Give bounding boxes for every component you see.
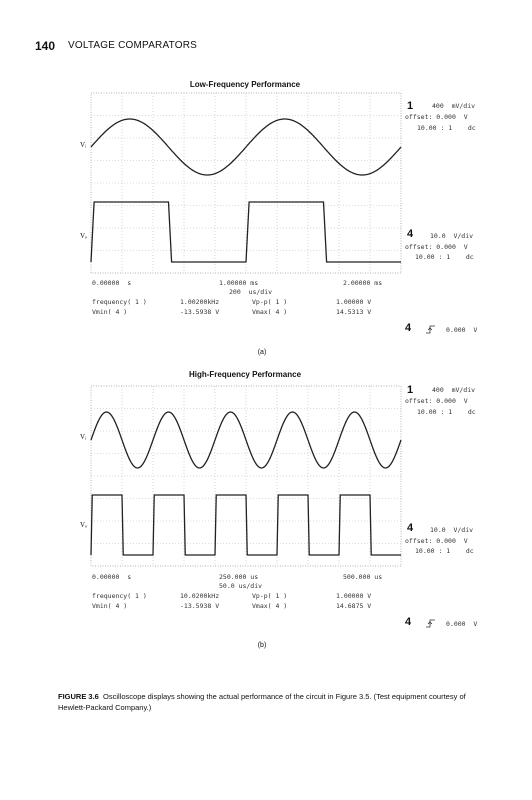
page-number: 140: [35, 39, 56, 53]
panel-b-scope-screen: [90, 385, 402, 567]
panel-a-meas3-value: -13.5938 V: [180, 308, 220, 316]
panel-a-ch4-offset: offset: 0.000 V: [405, 243, 468, 251]
panel-b-meas3-value: -13.5938 V: [180, 602, 220, 610]
panel-b-meas4-label: Vmax( 4 ): [252, 602, 288, 610]
panel-a-ch1-offset: offset: 0.000 V: [405, 113, 468, 121]
panel-b-meas1-label: frequency( 1 ): [92, 592, 147, 600]
panel-a-sub-label: (a): [257, 349, 267, 356]
panel-a-meas1-label: frequency( 1 ): [92, 298, 147, 306]
panel-b-meas2-value: 1.00000 V: [336, 592, 372, 600]
panel-b-meas2-label: Vp-p( 1 ): [252, 592, 288, 600]
figure-caption: [58, 691, 478, 713]
panel-a-meas2-value: 1.00000 V: [336, 298, 372, 306]
panel-a-vi-label: Vᵢ: [80, 141, 87, 149]
figure-caption-text: Oscilloscope displays showing the actual performance of the circuit in Figure 3.5. (Test equipment courtesy of Hewlett-Packard Company.): [58, 692, 466, 712]
panel-b-ch1-offset: offset: 0.000 V: [405, 397, 468, 405]
panel-a-meas3-label: Vmin( 4 ): [92, 308, 128, 316]
panel-b-time-left: 0.00000 s: [92, 573, 132, 581]
panel-b-trigger-channel: 4: [405, 616, 412, 628]
panel-b-meas1-value: 10.0200kHz: [180, 592, 220, 600]
panel-b-ch1-scale: 400 mV/div: [432, 386, 476, 394]
panel-a-time-div: 200 us/div: [229, 288, 273, 296]
panel-a-title: Low-Frequency Performance: [189, 80, 301, 89]
panel-b-vo-label: Vₒ: [80, 521, 88, 529]
panel-a-meas1-value: 1.00200kHz: [180, 298, 220, 306]
panel-a-meas2-label: Vp-p( 1 ): [252, 298, 288, 306]
panel-a-ch4-coupling: 10.00 : 1 dc: [415, 253, 474, 261]
panel-b-title: High-Frequency Performance: [188, 370, 302, 379]
panel-a-ch4-scale: 10.0 V/div: [430, 232, 474, 240]
panel-b-time-div: 50.0 us/div: [219, 582, 263, 590]
figure-caption-label: FIGURE 3.6: [58, 692, 99, 701]
running-title: VOLTAGE COMPARATORS: [68, 40, 198, 51]
panel-b-ch1-coupling: 10.00 : 1 dc: [417, 408, 476, 416]
panel-a-meas4-label: Vmax( 4 ): [252, 308, 288, 316]
panel-a-time-right: 2.00000 ms: [343, 279, 383, 287]
panel-b-time-center: 250.000 us: [219, 573, 259, 581]
panel-a-time-left: 0.00000 s: [92, 279, 132, 287]
panel-a-ch1-scale: 400 mV/div: [432, 102, 476, 110]
panel-a-vo-label: Vₒ: [80, 232, 88, 240]
panel-a-ch1-coupling: 10.00 : 1 dc: [417, 124, 476, 132]
panel-b-ch4-coupling: 10.00 : 1 dc: [415, 547, 474, 555]
panel-a-input-trace: [91, 119, 401, 175]
panel-b-trigger-level: 0.000 V: [446, 620, 478, 628]
panel-a-ch1-number: 1: [407, 100, 414, 112]
panel-b-ch4-offset: offset: 0.000 V: [405, 537, 468, 545]
panel-a-ch4-number: 4: [407, 228, 414, 240]
panel-b-ch4-number: 4: [407, 522, 414, 534]
panel-a-meas4-value: 14.5313 V: [336, 308, 372, 316]
panel-a-time-center: 1.00000 ms: [219, 279, 259, 287]
panel-b-sub-label: (b): [257, 642, 267, 649]
panel-b-time-right: 500.000 us: [343, 573, 383, 581]
trigger-edge-icon: [425, 324, 437, 335]
panel-a-scope-screen: [90, 92, 402, 274]
panel-a-trigger-level: 0.000 V: [446, 326, 478, 334]
panel-a-trigger-channel: 4: [405, 322, 412, 334]
panel-b-ch1-number: 1: [407, 384, 414, 396]
panel-b-vi-label: Vᵢ: [80, 433, 87, 441]
panel-b-meas4-value: 14.6875 V: [336, 602, 372, 610]
trigger-edge-icon: [425, 618, 437, 629]
panel-b-grid: [91, 386, 401, 566]
panel-b-input-trace: [91, 412, 401, 468]
panel-b-meas3-label: Vmin( 4 ): [92, 602, 128, 610]
panel-b-ch4-scale: 10.0 V/div: [430, 526, 474, 534]
